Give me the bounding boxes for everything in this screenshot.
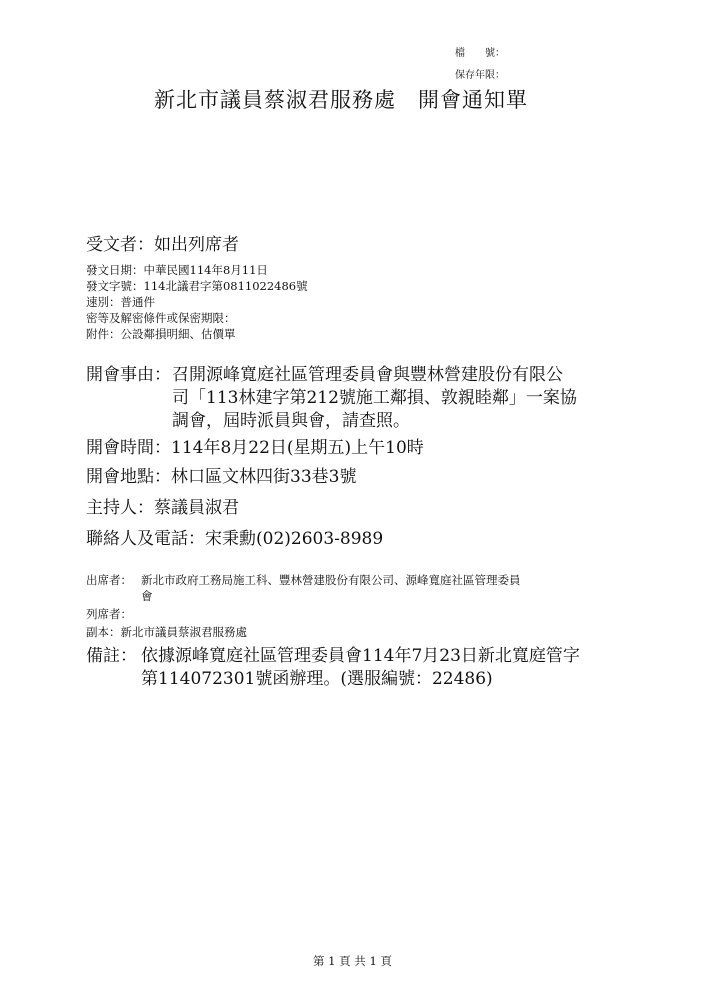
recipient-value: 如出列席者 [154, 235, 239, 255]
classification-label: 密等及解密條件或保密期限： [86, 311, 236, 325]
meeting-place-row [86, 462, 356, 487]
issue-date-value: 中華民國114年8月11日 [143, 263, 268, 277]
urgency-label: 速別： [86, 295, 121, 309]
meeting-reason-line: 調會，屆時派員與會，請查照。 [172, 411, 410, 431]
host-row [86, 493, 239, 518]
classification-row [86, 310, 236, 326]
attachment-label: 附件： [86, 327, 121, 341]
meeting-time-value: 114年8月22日(星期五)上午10時 [171, 438, 424, 458]
copy-to-row [86, 624, 247, 640]
recipient-label: 受文者： [86, 235, 154, 255]
retention-period-label: 保存年限： [455, 70, 505, 81]
meeting-place-value: 林口區文林四街33巷3號 [171, 467, 357, 487]
attendees-line: 會 [141, 589, 153, 603]
meeting-time-label: 開會時間： [86, 438, 171, 458]
copy-to-label: 副本： [86, 625, 121, 639]
meeting-place-label: 開會地點： [86, 467, 171, 487]
attendees-label: 出席者： [86, 573, 132, 587]
meeting-time-row [86, 433, 424, 458]
document-number-row [86, 278, 308, 294]
host-value: 蔡議員淑君 [154, 498, 239, 518]
document-number-label: 發文字號： [86, 279, 144, 293]
host-label: 主持人： [86, 498, 154, 518]
urgency-row [86, 294, 155, 310]
contact-row [86, 524, 383, 549]
attachment-value: 公設鄰損明細、估價單 [120, 327, 236, 341]
document-title: 新北市議員蔡淑君服務處 開會通知單 [154, 88, 528, 112]
attachment-row [86, 326, 236, 342]
issue-date-label: 發文日期： [86, 263, 144, 277]
meeting-reason-label: 開會事由： [86, 365, 171, 385]
recipient-row [86, 230, 239, 255]
meeting-reason-line: 召開源峰寬庭社區管理委員會與豐林營建股份有限公 [172, 365, 563, 385]
contact-label: 聯絡人及電話： [86, 529, 205, 549]
observers-row [86, 606, 132, 622]
remark-line: 第114072301號函辦理。(選服編號：22486) [141, 669, 493, 689]
issue-date-row [86, 262, 268, 278]
urgency-value: 普通件 [120, 295, 155, 309]
attendees-line: 新北市政府工務局施工科、豐林營建股份有限公司、源峰寬庭社區管理委員 [141, 573, 521, 587]
remark-label: 備註： [86, 646, 137, 666]
copy-to-value: 新北市議員蔡淑君服務處 [120, 625, 247, 639]
file-number-label: 檔 號： [455, 48, 505, 59]
observers-label: 列席者： [86, 607, 132, 621]
contact-value: 宋秉勳(02)2603-8989 [205, 529, 384, 549]
meeting-reason-line: 司「113林建字第212號施工鄰損、敦親睦鄰」一案協 [172, 388, 577, 408]
remark-line: 依據源峰寬庭社區管理委員會114年7月23日新北寬庭管字 [141, 646, 580, 666]
document-number-value: 114北議君字第0811022486號 [143, 279, 308, 293]
page-indicator: 第 1 頁 共 1 頁 [313, 954, 392, 968]
